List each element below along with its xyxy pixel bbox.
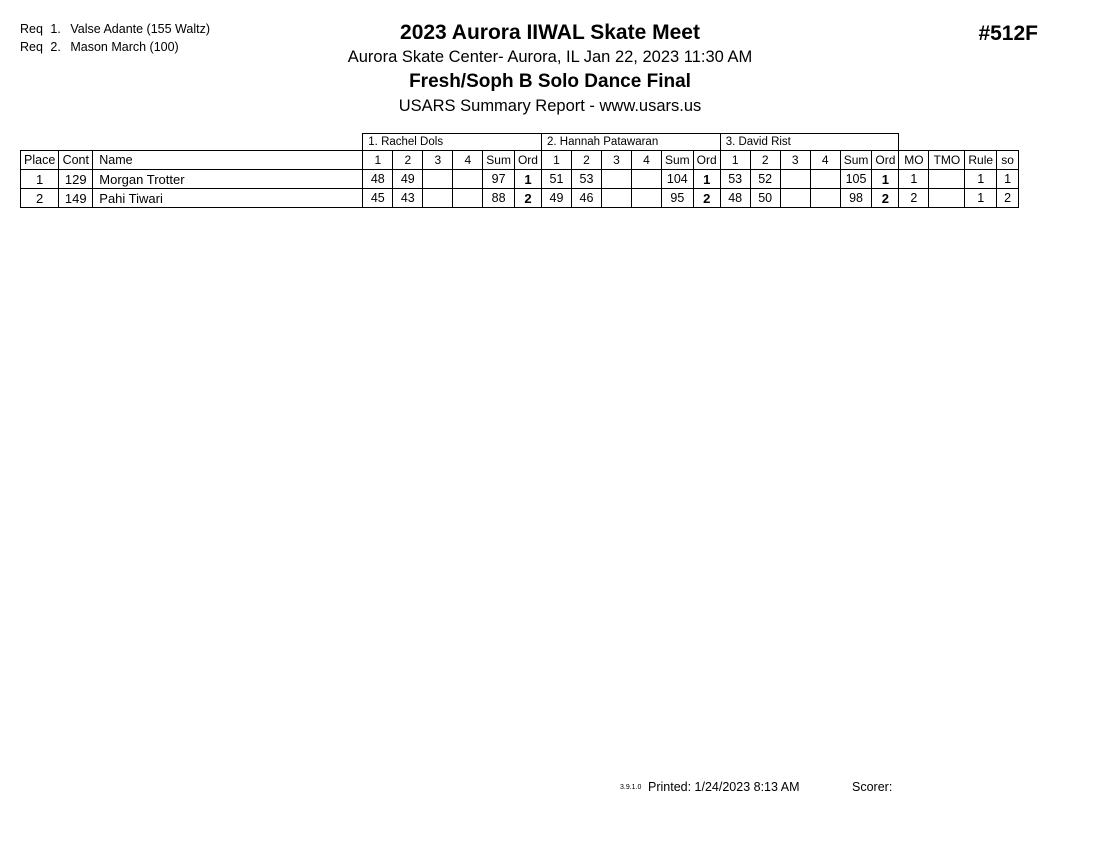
scorer-label: Scorer: (852, 780, 893, 794)
cell-j2-s4 (631, 170, 661, 189)
cell-j3-s1: 53 (720, 170, 750, 189)
col-header-j3-s4: 4 (810, 151, 840, 170)
cell-j3-sum: 105 (840, 170, 872, 189)
col-header-j1-ord: Ord (514, 151, 541, 170)
requirement-label: Req (20, 22, 43, 36)
title-block (0, 20, 1100, 117)
cell-j1-s1: 48 (363, 170, 393, 189)
requirement-label: Req (20, 40, 43, 54)
cell-rule: 1 (965, 189, 997, 208)
cell-j3-s4 (810, 189, 840, 208)
cell-j2-s1: 49 (541, 189, 571, 208)
cell-j2-sum: 104 (661, 170, 693, 189)
cell-j3-ord: 1 (872, 170, 899, 189)
report-header (0, 0, 1100, 120)
col-header-j3-s3: 3 (780, 151, 810, 170)
requirement-name: Valse Adante (155 Waltz) (70, 22, 210, 36)
cell-j1-s2: 43 (393, 189, 423, 208)
cell-place: 2 (21, 189, 59, 208)
cell-j2-s1: 51 (541, 170, 571, 189)
requirement-number: 1. (50, 22, 61, 36)
cell-j1-sum: 88 (483, 189, 515, 208)
cell-j2-ord: 2 (693, 189, 720, 208)
cell-j2-ord: 1 (693, 170, 720, 189)
cell-j1-s4 (453, 189, 483, 208)
col-header-mo: MO (899, 151, 929, 170)
cell-cont: 129 (59, 170, 93, 189)
cell-j1-s3 (423, 189, 453, 208)
event-code: #512F (978, 22, 1038, 45)
col-header-j2-s4: 4 (631, 151, 661, 170)
judge-header-spacer (965, 134, 997, 151)
col-header-j3-s1: 1 (720, 151, 750, 170)
requirement-number: 2. (50, 40, 61, 54)
col-header-j2-s1: 1 (541, 151, 571, 170)
col-header-j1-s4: 4 (453, 151, 483, 170)
event-title: Fresh/Soph B Solo Dance Final (409, 71, 691, 92)
col-header-j1-s3: 3 (423, 151, 453, 170)
results-table-container (20, 133, 1019, 208)
meet-venue-datetime: Aurora Skate Center- Aurora, IL Jan 22, 2023 11:30 AM (347, 48, 753, 66)
cell-mo: 1 (899, 170, 929, 189)
cell-name: Pahi Tiwari (93, 189, 363, 208)
col-header-j1-s1: 1 (363, 151, 393, 170)
cell-so: 1 (997, 170, 1019, 189)
col-header-tmo: TMO (929, 151, 965, 170)
judge-3-name: 3. David Rist (720, 134, 899, 151)
judge-header-spacer (21, 134, 59, 151)
col-header-j1-sum: Sum (483, 151, 515, 170)
cell-j2-s3 (601, 189, 631, 208)
results-table (20, 133, 1019, 208)
col-header-j2-s3: 3 (601, 151, 631, 170)
printed-timestamp: Printed: 1/24/2023 8:13 AM (648, 780, 800, 794)
cell-cont: 149 (59, 189, 93, 208)
judge-2-name: 2. Hannah Patawaran (541, 134, 720, 151)
cell-mo: 2 (899, 189, 929, 208)
judge-header-spacer (59, 134, 93, 151)
cell-j2-s2: 46 (571, 189, 601, 208)
judge-header-spacer (929, 134, 965, 151)
judge-header-row (21, 134, 1019, 151)
col-header-j2-sum: Sum (661, 151, 693, 170)
cell-j3-ord: 2 (872, 189, 899, 208)
cell-j1-s3 (423, 170, 453, 189)
cell-j1-ord: 1 (514, 170, 541, 189)
cell-j1-ord: 2 (514, 189, 541, 208)
cell-j2-sum: 95 (661, 189, 693, 208)
cell-j1-s1: 45 (363, 189, 393, 208)
cell-j2-s4 (631, 189, 661, 208)
cell-j2-s3 (601, 170, 631, 189)
col-header-j3-s2: 2 (750, 151, 780, 170)
cell-tmo (929, 189, 965, 208)
cell-name: Morgan Trotter (93, 170, 363, 189)
cell-tmo (929, 170, 965, 189)
cell-place: 1 (21, 170, 59, 189)
col-header-place: Place (21, 151, 59, 170)
report-footer (0, 780, 1100, 800)
table-row (21, 170, 1019, 189)
table-row (21, 189, 1019, 208)
requirement-name: Mason March (100) (70, 40, 179, 54)
col-header-j1-s2: 2 (393, 151, 423, 170)
column-header-row (21, 151, 1019, 170)
cell-j3-s2: 50 (750, 189, 780, 208)
col-header-name: Name (93, 151, 363, 170)
cell-so: 2 (997, 189, 1019, 208)
col-header-j3-ord: Ord (872, 151, 899, 170)
cell-j3-s4 (810, 170, 840, 189)
col-header-j3-sum: Sum (840, 151, 872, 170)
software-version: 3.9.1.0 (620, 784, 642, 791)
col-header-rule: Rule (965, 151, 997, 170)
judge-header-spacer (997, 134, 1019, 151)
cell-j3-s2: 52 (750, 170, 780, 189)
cell-j3-sum: 98 (840, 189, 872, 208)
col-header-so: so (997, 151, 1019, 170)
col-header-cont: Cont (59, 151, 93, 170)
report-subtitle: USARS Summary Report - www.usars.us (398, 97, 702, 115)
meet-title: 2023 Aurora IIWAL Skate Meet (400, 21, 700, 44)
col-header-j2-s2: 2 (571, 151, 601, 170)
cell-rule: 1 (965, 170, 997, 189)
judge-header-spacer (93, 134, 363, 151)
col-header-j2-ord: Ord (693, 151, 720, 170)
cell-j1-s4 (453, 170, 483, 189)
cell-j2-s2: 53 (571, 170, 601, 189)
judge-1-name: 1. Rachel Dols (363, 134, 542, 151)
cell-j1-s2: 49 (393, 170, 423, 189)
cell-j1-sum: 97 (483, 170, 515, 189)
judge-header-spacer (899, 134, 929, 151)
cell-j3-s1: 48 (720, 189, 750, 208)
cell-j3-s3 (780, 170, 810, 189)
cell-j3-s3 (780, 189, 810, 208)
